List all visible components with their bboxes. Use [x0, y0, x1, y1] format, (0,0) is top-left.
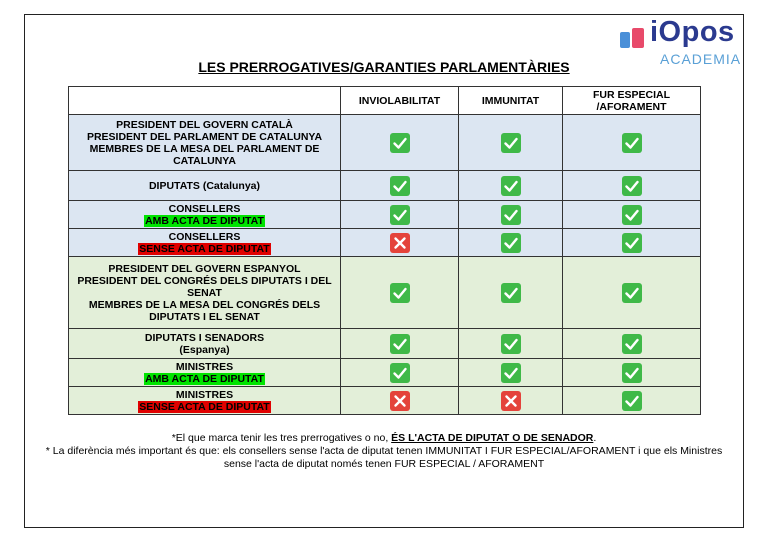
row-label — [69, 171, 341, 201]
table-row — [69, 171, 701, 201]
header-fur-especial-line: FUR ESPECIAL — [592, 88, 670, 101]
mark-cell — [459, 229, 563, 257]
mark-cell — [459, 201, 563, 229]
row-label-line: MINISTRES — [175, 388, 234, 401]
mark-cell — [563, 229, 701, 257]
table-header-row — [69, 87, 701, 115]
check-icon — [501, 283, 521, 303]
row-label — [69, 257, 341, 329]
logo-subtitle: ACADEMIA — [660, 51, 742, 67]
sense-acta-tag: SENSE ACTA DE DIPUTAT — [139, 242, 270, 255]
mark-cell — [563, 387, 701, 415]
mark-cell — [341, 171, 459, 201]
header-fur-especial-line: /AFORAMENT — [596, 100, 667, 113]
cross-icon — [390, 391, 410, 411]
check-icon — [390, 133, 410, 153]
table-row — [69, 229, 701, 257]
header-immunitat: IMMUNITAT — [459, 87, 563, 115]
row-label-line: CONSELLERS — [168, 202, 241, 215]
header-empty — [69, 87, 341, 115]
mark-cell — [459, 257, 563, 329]
row-label — [69, 115, 341, 171]
check-icon — [390, 334, 410, 354]
footnote-1-prefix: *El que marca tenir les tres prerrogatives o no, — [171, 432, 392, 444]
row-label — [69, 359, 341, 387]
check-icon — [622, 334, 642, 354]
table-row — [69, 257, 701, 329]
mark-cell — [563, 115, 701, 171]
row-label-line: PRESIDENT DEL PARLAMENT DE CATALUNYA — [86, 130, 323, 143]
row-label-line: PRESIDENT DEL CONGRÉS DELS DIPUTATS I DEL SENAT — [77, 274, 332, 299]
check-icon — [501, 205, 521, 225]
check-icon — [390, 363, 410, 383]
logo-brand: iOpos — [650, 16, 735, 48]
mark-cell — [341, 115, 459, 171]
row-label — [69, 201, 341, 229]
row-label-line: PRESIDENT DEL GOVERN ESPANYOL — [108, 262, 301, 275]
amb-acta-tag: AMB ACTA DE DIPUTAT — [145, 214, 264, 227]
check-icon — [501, 133, 521, 153]
iopos-logo-icon — [620, 24, 644, 48]
amb-acta-tag: AMB ACTA DE DIPUTAT — [145, 372, 264, 385]
footnote-1-emphasis: ÉS L'ACTA DE DIPUTAT O DE SENADOR — [391, 432, 594, 444]
mark-cell — [459, 171, 563, 201]
footnote-1 — [44, 432, 724, 445]
header-fur-especial — [563, 87, 701, 115]
header-inviolabilitat: INVIOLABILITAT — [341, 87, 459, 115]
mark-cell — [341, 201, 459, 229]
mark-cell — [341, 329, 459, 359]
mark-cell — [563, 201, 701, 229]
sense-acta-tag: SENSE ACTA DE DIPUTAT — [139, 400, 270, 413]
row-label-line: PRESIDENT DEL GOVERN CATALÀ — [116, 118, 293, 131]
check-icon — [622, 205, 642, 225]
mark-cell — [341, 229, 459, 257]
check-icon — [622, 233, 642, 253]
row-label-line: DIPUTATS I SENADORS — [144, 331, 265, 344]
mark-cell — [459, 329, 563, 359]
mark-cell — [459, 387, 563, 415]
row-label — [69, 229, 341, 257]
page-title: LES PRERROGATIVES/GARANTIES PARLAMENTÀRIES — [198, 59, 570, 75]
row-label-line: CONSELLERS — [168, 230, 241, 243]
table-row — [69, 387, 701, 415]
row-label-line: DIPUTATS (Catalunya) — [148, 179, 261, 192]
footnotes — [44, 432, 724, 471]
check-icon — [390, 176, 410, 196]
check-icon — [501, 176, 521, 196]
check-icon — [501, 363, 521, 383]
check-icon — [622, 391, 642, 411]
check-icon — [501, 334, 521, 354]
table-row — [69, 359, 701, 387]
check-icon — [622, 133, 642, 153]
mark-cell — [563, 329, 701, 359]
mark-cell — [459, 115, 563, 171]
mark-cell — [563, 171, 701, 201]
mark-cell — [341, 257, 459, 329]
mark-cell — [563, 359, 701, 387]
mark-cell — [341, 359, 459, 387]
check-icon — [390, 283, 410, 303]
cross-icon — [501, 391, 521, 411]
footnote-2: * La diferència més important és que: els consellers sense l'acta de diputat tenen IMMUNITAT I FUR ESPECIAL/AFORAMENT i que els Ministres sense l'acta de diputat només tenen FUR ESPECIAL / AFORAMENT — [45, 445, 723, 470]
table-row — [69, 329, 701, 359]
check-icon — [390, 205, 410, 225]
table-row — [69, 201, 701, 229]
prerogatives-table — [68, 86, 701, 415]
check-icon — [622, 176, 642, 196]
row-label-line: MEMBRES DE LA MESA DEL PARLAMENT DE CATALUNYA — [89, 142, 320, 167]
row-label-line: MEMBRES DE LA MESA DEL CONGRÉS DELS DIPUTATS I EL SENAT — [88, 298, 321, 323]
mark-cell — [341, 387, 459, 415]
row-label — [69, 329, 341, 359]
footnote-1-suffix: . — [593, 432, 597, 444]
check-icon — [501, 233, 521, 253]
check-icon — [622, 363, 642, 383]
cross-icon — [390, 233, 410, 253]
table-row — [69, 115, 701, 171]
row-label — [69, 387, 341, 415]
mark-cell — [459, 359, 563, 387]
row-label-line: (Espanya) — [179, 343, 230, 356]
check-icon — [622, 283, 642, 303]
mark-cell — [563, 257, 701, 329]
row-label-line: MINISTRES — [175, 360, 234, 373]
